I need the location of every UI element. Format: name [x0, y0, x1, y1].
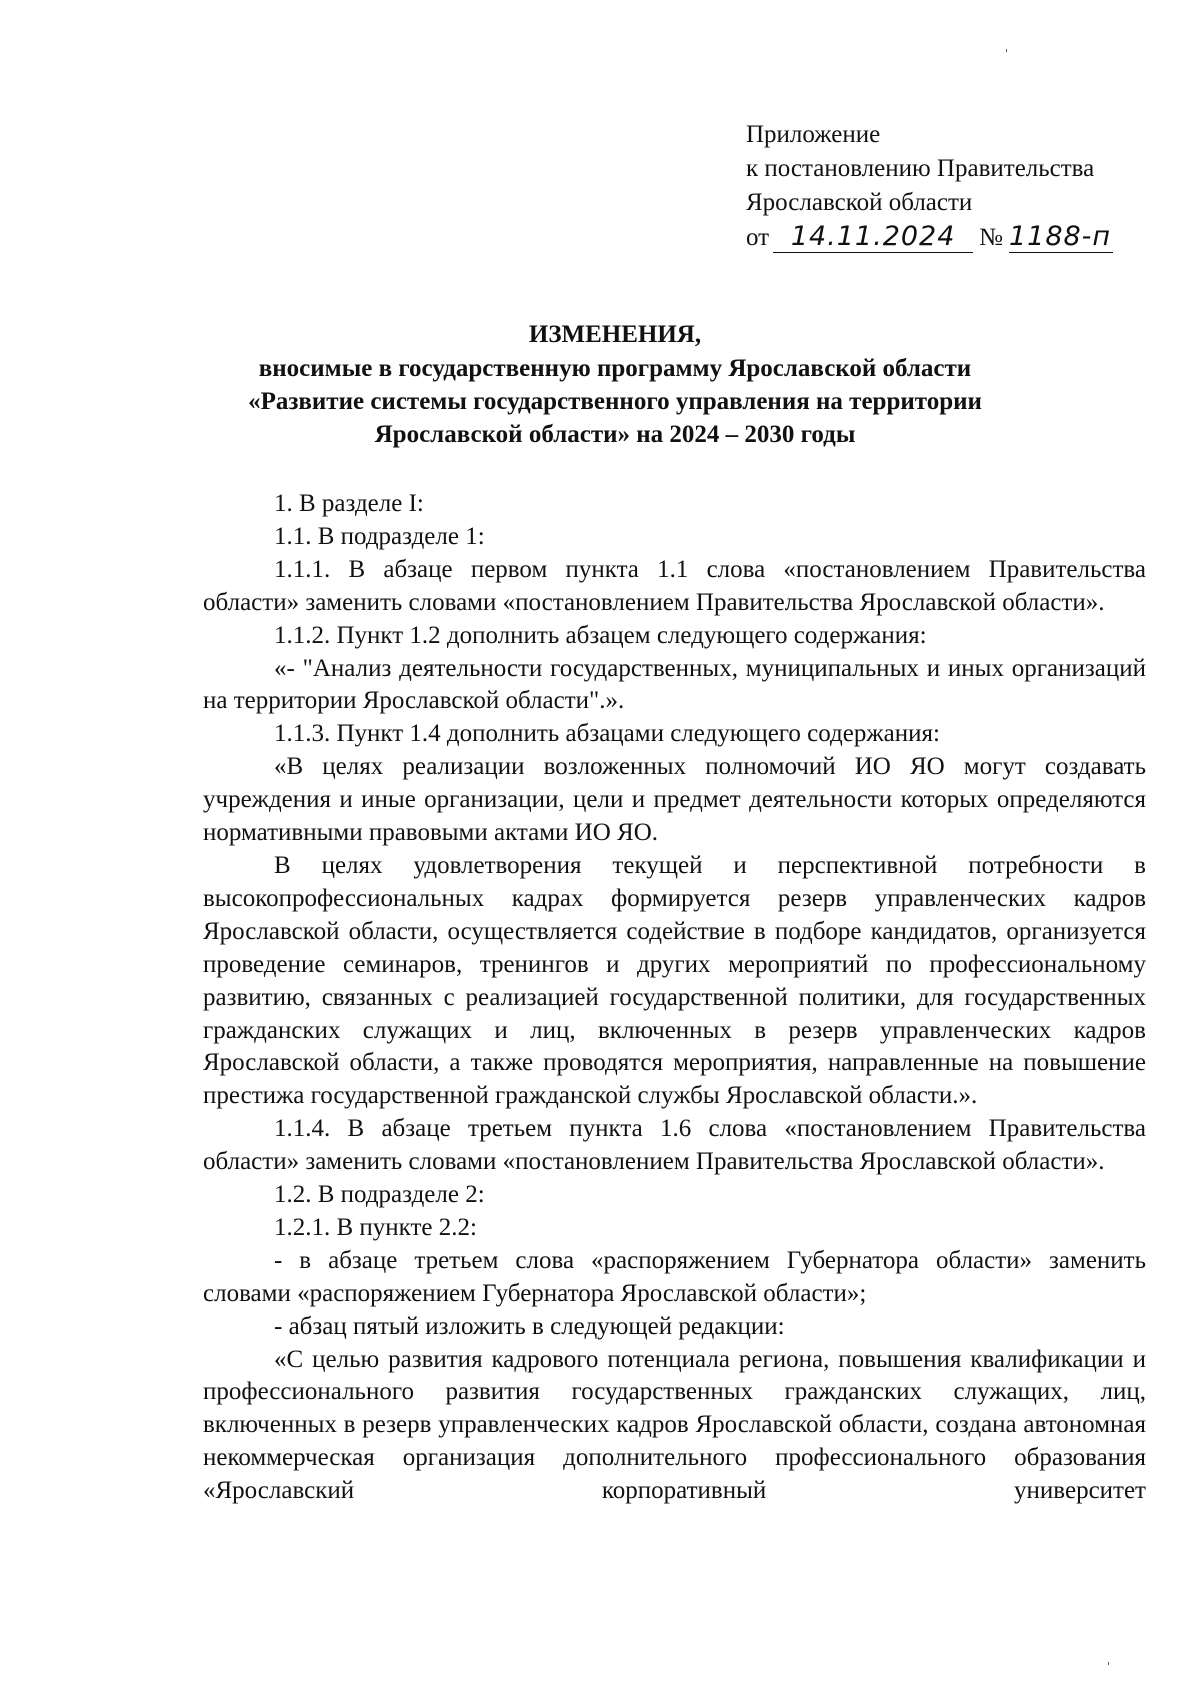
heading-line-program-name: «Развитие системы государственного управления на территории [248, 388, 982, 415]
paragraph-quote-analysis: «- "Анализ деятельности государственных, муниципальных и иных организаций на территории Ярославской области".». [203, 654, 1146, 715]
date-field [773, 223, 973, 253]
paragraph-quote-institutions: «В целях реализации возложенных полномочий ИО ЯО могут создавать учреждения и иные организации, цели и предмет деятельности которых определяются нормативными правовыми актами ИО ЯО. [203, 753, 1146, 847]
attachment-label: Приложение [746, 121, 881, 148]
paragraph-1-1-1: 1.1.1. В абзаце первом пункта 1.1 слова «постановлением Правительства области» заменить словами «постановлением Правительства Ярославской области». [203, 555, 1146, 616]
paragraph-bullet-governor: - в абзаце третьем слова «распоряжением Губернатора области» заменить словами «распоряжением Губернатора Ярославской области»; [203, 1246, 1146, 1307]
paragraph-1-2: 1.2. В подразделе 2: [274, 1181, 485, 1209]
paragraph-1-1-2: 1.1.2. Пункт 1.2 дополнить абзацем следующего содержания: [274, 621, 927, 649]
number-prefix: № [979, 224, 1003, 251]
paragraph-1-1-4: 1.1.4. В абзаце третьем пункта 1.6 слова «постановлением Правительства области» заменить словами «постановлением Правительства Ярославской области». [203, 1115, 1146, 1176]
number-field [1009, 220, 1113, 255]
paragraph-1-2-1: 1.2.1. В пункте 2.2: [274, 1213, 477, 1241]
paragraph-quote-reserve: В целях удовлетворения текущей и перспективной потребности в высокопрофессиональных кадрах формируется резерв управленческих кадров Ярославской области, осуществляется содействие в подборе кандидатов, организуется проведение семинаров, тренингов и других мероприятий по профессиональному развитию, связанных с реализацией государственной политики, для государственных гражданских служащих и лиц, включенных в резерв управленческих кадров Ярославской области, а также проводятся мероприятия, направленные на повышение престижа государственной гражданской службы Ярославской области.». [203, 851, 1146, 1110]
handwritten-date: 14.11.2024 [790, 221, 956, 252]
scan-speck [1006, 49, 1007, 52]
attachment-region: Ярославской области [746, 189, 973, 216]
scan-speck [1108, 1662, 1109, 1665]
attachment-block [746, 118, 1113, 255]
heading-line-program: вносимые в государственную программу Ярославской области [258, 355, 972, 382]
paragraph-bullet-fifth: - абзац пятый изложить в следующей редакции: [274, 1312, 785, 1340]
heading-line-years: Ярославской области» на 2024 – 2030 годы [374, 421, 856, 448]
document-body [203, 488, 1146, 1508]
heading-title: ИЗМЕНЕНИЯ, [528, 321, 702, 348]
paragraph-quote-university: «С целью развития кадрового потенциала региона, повышения квалификации и профессионального развития государственных гражданских служащих, лиц, включенных в резерв управленческих кадров Ярославской области, создана автономная некоммерческая организация дополнительного профессионального образования «Ярославский корпоративный университет [203, 1345, 1146, 1505]
attachment-date-number-line [746, 220, 1113, 255]
handwritten-number: 1188-п [1008, 221, 1112, 252]
attachment-resolution-ref: к постановлению Правительства [746, 155, 1095, 182]
paragraph-1-1: 1.1. В подразделе 1: [274, 522, 485, 550]
paragraph-1: 1. В разделе I: [274, 490, 424, 517]
document-heading [150, 318, 1080, 451]
date-prefix: от [746, 224, 770, 251]
paragraph-1-1-3: 1.1.3. Пункт 1.4 дополнить абзацами следующего содержания: [274, 720, 940, 748]
